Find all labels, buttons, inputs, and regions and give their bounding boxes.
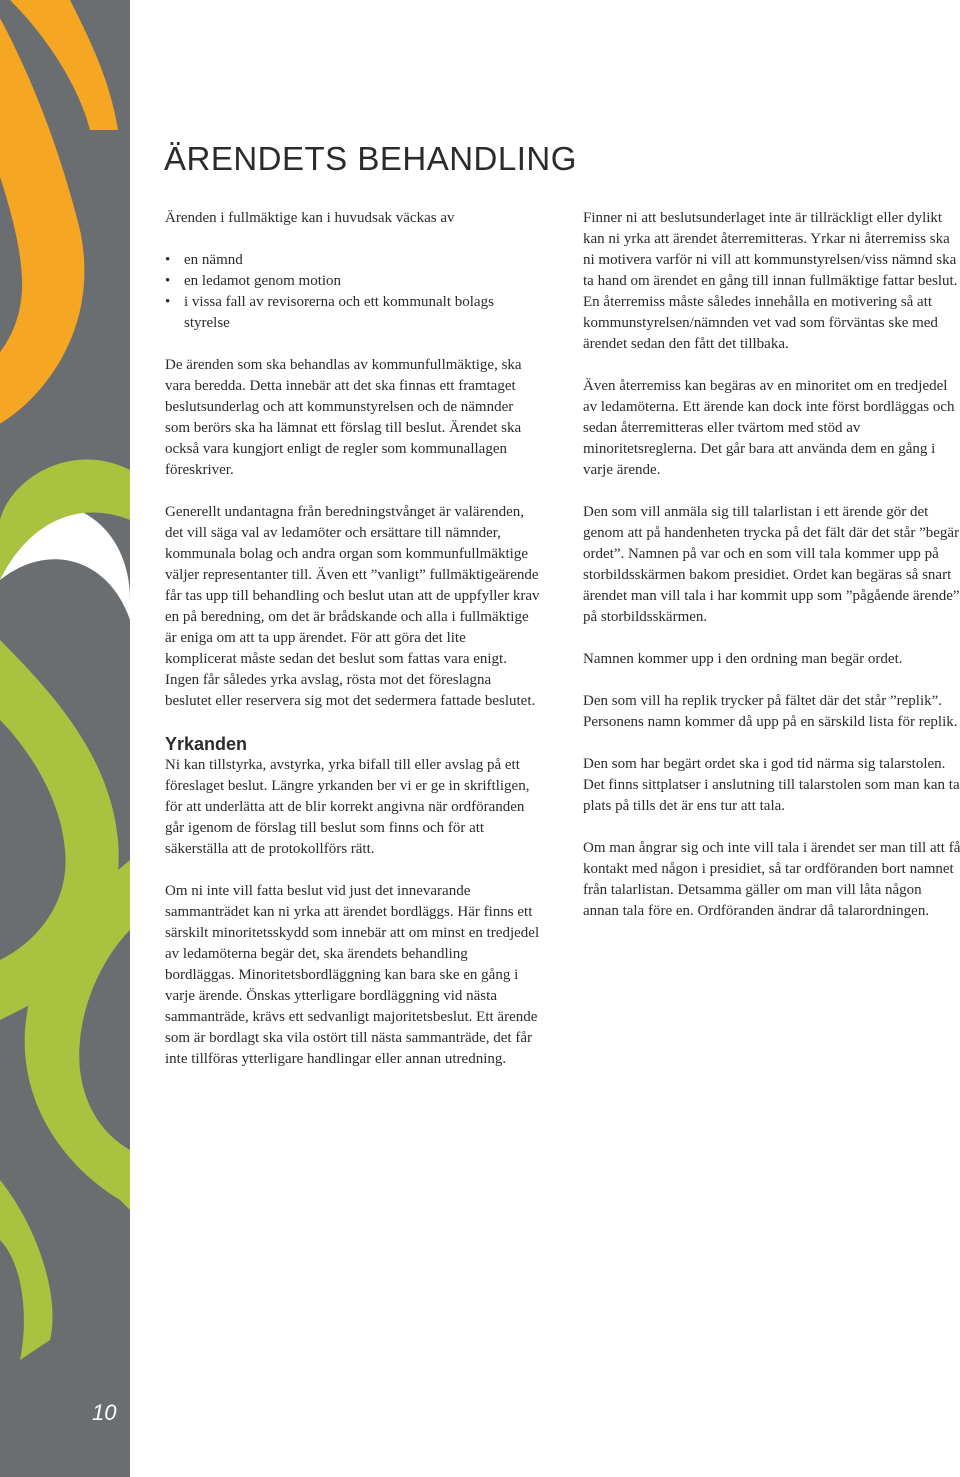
paragraph: Om man ångrar sig och inte vill tala i ärendet ser man till att få kontakt med någon i presidiet, så tar ordföranden bort namnet från talarlistan. Detsamma gäller om man vill låta någon annan tala före en. Ordföranden ändrar då talarordningen. (583, 840, 960, 919)
paragraph: Ni kan tillstyrka, avstyrka, yrka bifall till eller avslag på ett föreslaget beslut. Längre yrkanden ber vi er ge in skriftligen, för att underlätta att de blir korrekt angivna när ordföranden går igenom de förslag till beslut som finns och för att säkerställa att de protokollförs rätt. (165, 757, 530, 857)
paragraph: Även återremiss kan begäras av en minoritet om en tredjedel av ledamöterna. Ett ärende kan dock inte först bordläggas och sedan återremitteras eller tvärtom med stöd av minoritetsreglerna. Det går bara att använda dem en gång i varje ärende. (583, 378, 955, 478)
decorative-sidebar (0, 0, 130, 1477)
list-item: • i vissa fall av revisorerna och ett kommunalt bolags styrelse (165, 292, 540, 334)
page-title: ÄRENDETS BEHANDLING (164, 140, 577, 177)
bullet-list (165, 250, 540, 334)
paragraph: Den som har begärt ordet ska i god tid närma sig talarstolen. Det finns sittplatser i anslutning till talarstolen som man kan ta plats på tills det är ens tur att tala. (583, 756, 960, 814)
list-item: • en ledamot genom motion (165, 271, 540, 292)
paragraph: Den som vill anmäla sig till talarlistan i ett ärende gör det genom att på handenheten trycka på det fält där det står ”begär ordet”. Namnen på var och en som vill tala kommer upp på storbildsskärmen bakom presidiet. Ordet kan begäras så snart ärendet man vill tala i har kommit upp som ”pågående ärende” på storbildsskärmen. (583, 504, 960, 625)
paragraph: Finner ni att beslutsunderlaget inte är tillräckligt eller dylikt kan ni yrka att ärendet återremitteras. Yrkar ni återremiss ska ni motivera varför ni vill att kommunstyrelsen/viss nämnd ska ta hand om ärendet en gång till innan fullmäktige fattar beslut. En återremiss måste således innehålla en motivering så att kommunstyrelsen/nämnden vet vad som förväntas ske med ärendet sedan den fått det tillbaka. (583, 210, 958, 352)
section-heading-yrkanden: Yrkanden (165, 734, 248, 754)
paragraph: De ärenden som ska behandlas av kommunfullmäktige, ska vara beredda. Detta innebär att det ska finnas ett framtaget beslutsunderlag och att kommunstyrelsen och de nämnder som berörs ska ha lämnat ett förslag till beslut. Ärendet ska också vara kungjort enligt de regler som kommunallagen föreskriver. (165, 357, 522, 478)
section-sign-graphic (0, 0, 130, 1477)
intro-text: Ärenden i fullmäktige kan i huvudsak väckas av (165, 210, 455, 226)
list-item: • en nämnd (165, 250, 540, 271)
page-number: 10 (92, 1400, 117, 1425)
paragraph: Namnen kommer upp i den ordning man begär ordet. (583, 651, 903, 667)
paragraph: Den som vill ha replik trycker på fältet där det står ”replik”. Personens namn kommer då upp på en särskild lista för replik. (583, 693, 958, 730)
paragraph: Om ni inte vill fatta beslut vid just det innevarande sammanträdet kan ni yrka att ärendet bordläggs. Här finns ett särskilt minoritetsskydd som innebär att om minst en tredjedel av ledamöterna begär det, ska ärendets behandling bordläggas. Minoritetsbordläggning kan bara ske en gång i varje ärende. Önskas ytterligare bordläggning vid nästa sammanträde, krävs ett sedvanligt majoritetsbeslut. Ett ärende som är bordlagt ska vila ostört till nästa sammanträde, det får inte tillföras ytterligare handlingar eller annan utredning. (165, 883, 540, 1067)
right-column (583, 208, 960, 943)
paragraph: Generellt undantagna från beredningstvånget är valärenden, det vill säga val av ledamöter och ersättare till nämnder, kommunala bolag och andra organ som kommunfullmäktige väljer representanter till. Även ett ”vanligt” fullmäktigeärende får tas upp till behandling och beslut utan att de uppfyller krav en på beredning, om det är brådskande och alla i fullmäktige är eniga om att ta upp ärendet. För att göra det lite komplicerat måste sedan det beslut som fattas vara enigt. Ingen får således yrka avslag, rösta mot det föreslagna beslutet eller reservera sig mot det sedermera fattade beslutet. (165, 504, 540, 709)
left-column (165, 208, 540, 1091)
